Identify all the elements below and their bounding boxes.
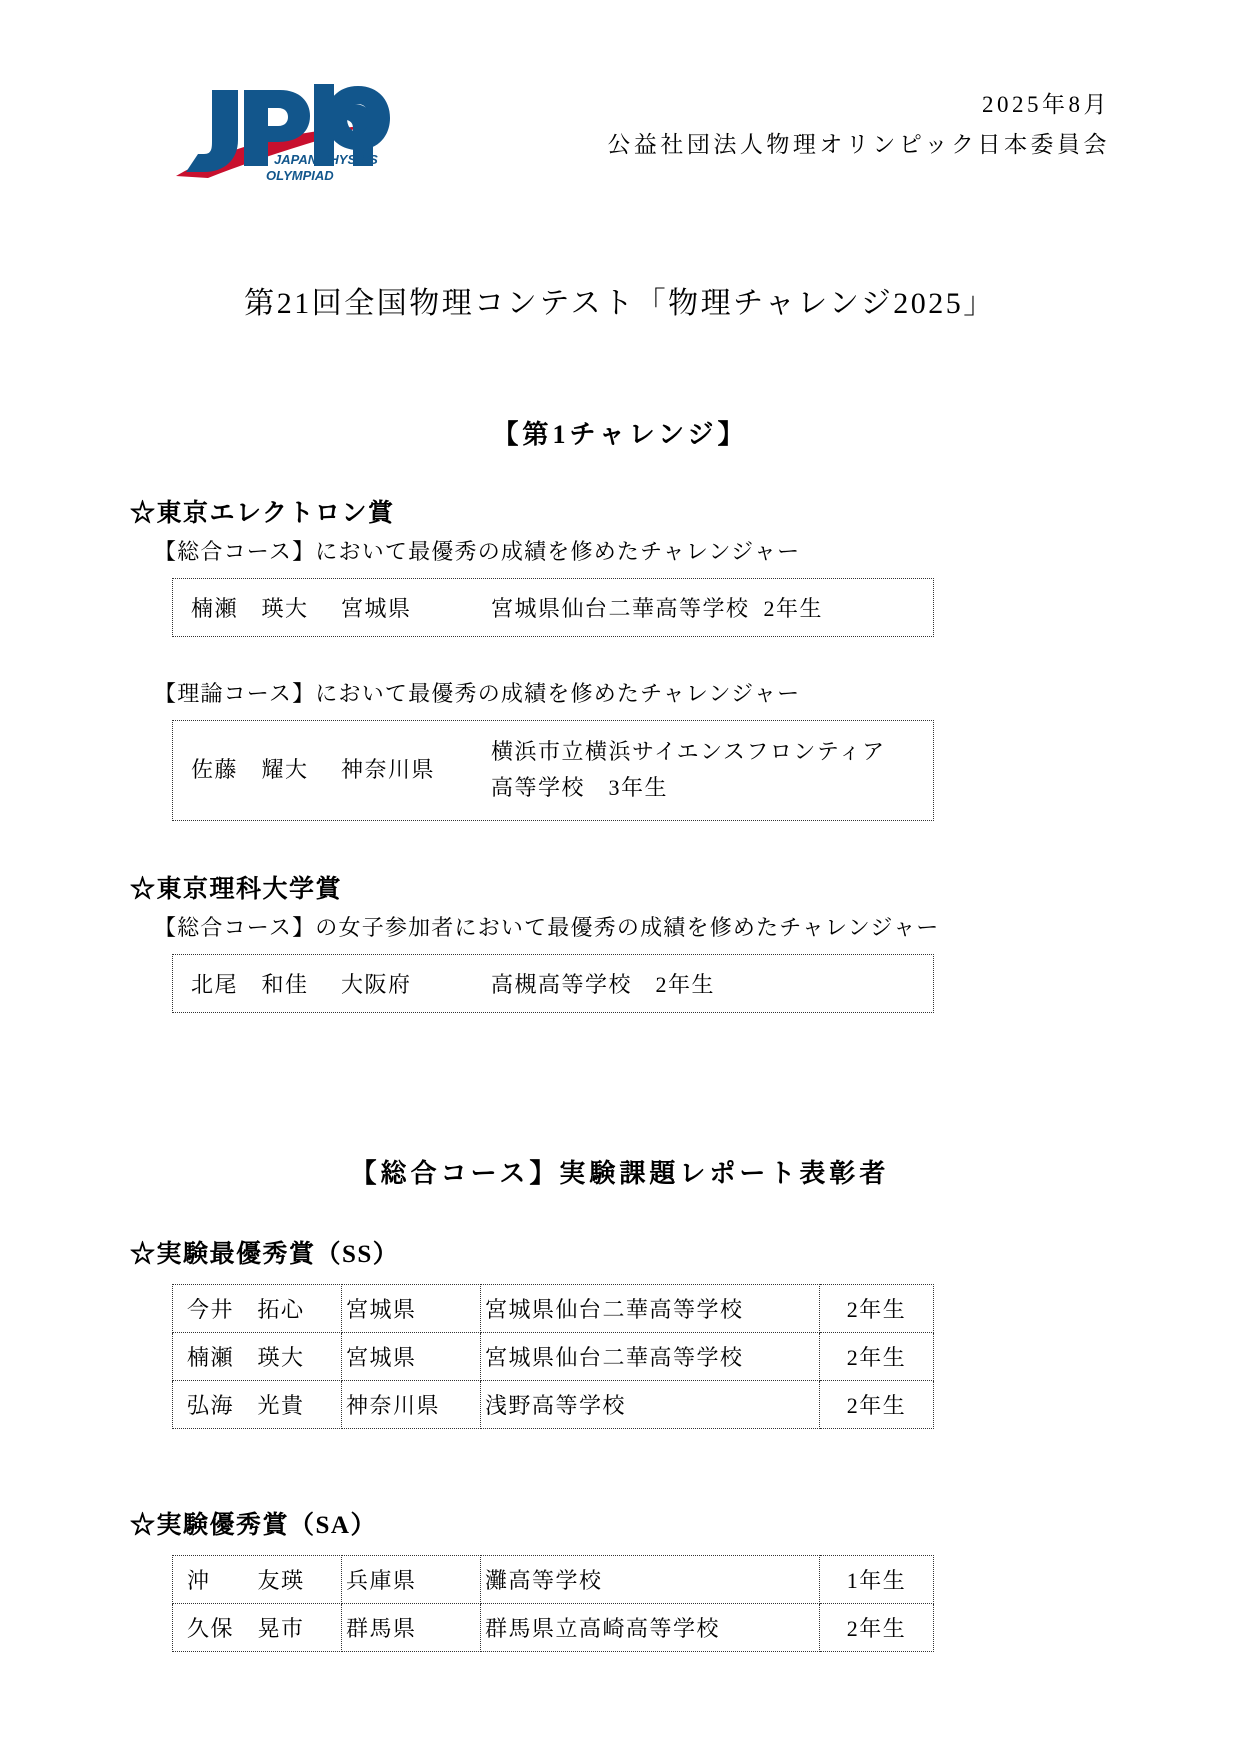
award-description-theory: 【理論コース】において最優秀の成績を修めたチャレンジャー <box>154 681 801 706</box>
award-tokyo-electron <box>130 493 1110 821</box>
jpho-logo <box>168 78 398 188</box>
table-row <box>173 1380 934 1428</box>
winner-grade: 2年生 <box>763 596 824 621</box>
award-heading: ☆東京エレクトロン賞 <box>130 500 395 527</box>
winner-name: 北尾 和佳 <box>191 971 309 997</box>
award-heading: ☆実験優秀賞（SA） <box>130 1511 377 1539</box>
row-school: 灘高等学校 <box>481 1555 820 1603</box>
table-row <box>173 1332 934 1380</box>
page-title: 第21回全国物理コンテスト「物理チャレンジ2025」 <box>244 287 996 320</box>
winner-table-theory <box>172 720 934 821</box>
award-experiment-ss <box>130 1234 1110 1429</box>
logo-subtitle-line1: JAPAN PHYSICS <box>274 152 378 167</box>
winner-table-general <box>172 578 934 637</box>
row-grade: 2年生 <box>820 1380 934 1428</box>
row-school: 宮城県仙台二華高等学校 <box>481 1284 820 1332</box>
row-grade: 2年生 <box>820 1603 934 1651</box>
sa-table <box>172 1555 934 1652</box>
award-description-general: 【総合コース】において最優秀の成績を修めたチャレンジャー <box>154 539 801 564</box>
winner-school-line1: 横浜市立横浜サイエンスフロンティア <box>491 739 886 764</box>
section-title-challenge: 【第1チャレンジ】 <box>492 420 748 449</box>
winner-table-female <box>172 954 934 1013</box>
award-tokyo-rika <box>130 869 1110 1013</box>
winner-school: 宮城県仙台二華高等学校 <box>491 596 750 621</box>
section-title-report: 【総合コース】実験課題レポート表彰者 <box>350 1158 890 1188</box>
row-name: 今井 拓心 <box>173 1284 342 1332</box>
winner-prefecture: 大阪府 <box>341 971 412 997</box>
row-school: 群馬県立高崎高等学校 <box>481 1603 820 1651</box>
winner-row-theory <box>173 721 934 821</box>
award-heading: ☆実験最優秀賞（SS） <box>130 1240 400 1268</box>
row-grade: 2年生 <box>820 1332 934 1380</box>
page-header <box>130 0 1110 196</box>
award-description: 【総合コース】の女子参加者において最優秀の成績を修めたチャレンジャー <box>154 914 940 940</box>
winner-name: 楠瀬 瑛大 <box>191 596 309 621</box>
winner-school-line2: 高等学校 3年生 <box>491 775 669 801</box>
row-grade: 1年生 <box>820 1555 934 1603</box>
table-row <box>173 721 934 821</box>
row-name: 楠瀬 瑛大 <box>173 1332 342 1380</box>
header-organization: 公益社団法人物理オリンピック日本委員会 <box>607 131 1110 157</box>
award-heading: ☆東京理科大学賞 <box>130 875 343 903</box>
row-grade: 2年生 <box>820 1284 934 1332</box>
row-school: 宮城県仙台二華高等学校 <box>481 1332 820 1380</box>
table-row <box>173 579 934 637</box>
row-prefecture: 宮城県 <box>342 1332 481 1380</box>
winner-row-general <box>173 579 934 637</box>
table-row <box>173 1284 934 1332</box>
winner-school: 高槻高等学校 2年生 <box>491 971 716 997</box>
row-name: 久保 晃市 <box>173 1603 342 1651</box>
winner-prefecture: 神奈川県 <box>341 757 436 783</box>
row-prefecture: 神奈川県 <box>342 1380 481 1428</box>
award-experiment-sa <box>130 1505 1110 1652</box>
table-row <box>173 954 934 1012</box>
row-name: 弘海 光貴 <box>173 1380 342 1428</box>
header-text-block <box>398 78 1110 163</box>
ss-table <box>172 1284 934 1429</box>
table-row <box>173 1603 934 1651</box>
row-prefecture: 群馬県 <box>342 1603 481 1651</box>
winner-prefecture: 宮城県 <box>341 596 412 621</box>
row-school: 浅野高等学校 <box>481 1380 820 1428</box>
row-prefecture: 宮城県 <box>342 1284 481 1332</box>
row-prefecture: 兵庫県 <box>342 1555 481 1603</box>
jpho-logo-icon <box>168 78 398 188</box>
table-row <box>173 1555 934 1603</box>
winner-row-female <box>173 954 934 1012</box>
winner-name: 佐藤 耀大 <box>191 757 309 783</box>
logo-subtitle-line2: OLYMPIAD <box>266 168 334 183</box>
header-date: 2025年8月 <box>982 92 1110 117</box>
row-name: 沖 友瑛 <box>173 1555 342 1603</box>
